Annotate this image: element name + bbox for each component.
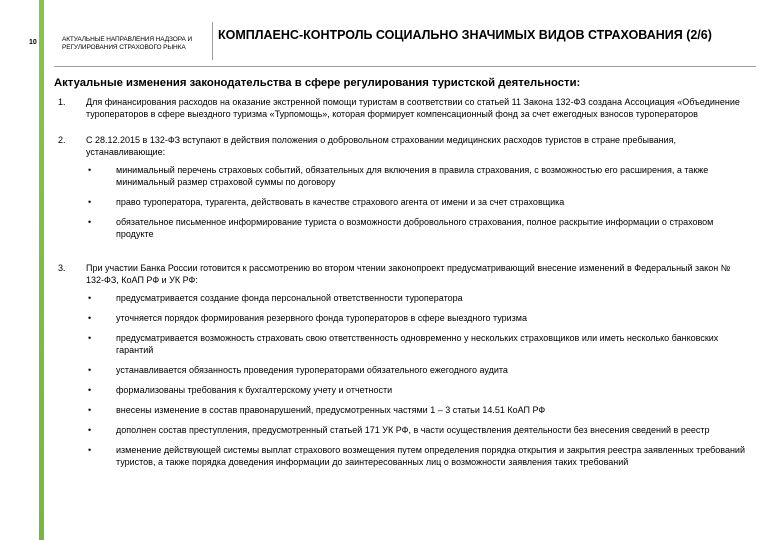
sub-list-item-text: предусматривается создание фонда персональной ответственности туроператора xyxy=(116,293,463,303)
list-item-number: 3. xyxy=(58,263,66,273)
list-item xyxy=(54,262,756,476)
list-item-text: Для финансирования расходов на оказание экстренной помощи туристам в соответствии со статьей 11 Закона 132-ФЗ создана Ассоциация «Объединение туроператоров в сфере выездного туризма «Турпомощь», которая формирует компенсационный фонд за счет ежегодных взносов туроператоров xyxy=(86,97,740,119)
list-item-text: При участии Банка России готовится к рассмотрению во втором чтении законопроект предусматривающий внесение изменений в Федеральный закон № 132-ФЗ, КоАП РФ и УК РФ: xyxy=(86,263,731,285)
header-divider xyxy=(212,22,213,60)
sub-list-item-text: формализованы требования к бухгалтерскому учету и отчетности xyxy=(116,385,393,395)
bullet-icon: • xyxy=(88,445,92,455)
page-title: КОМПЛАЕНС-КОНТРОЛЬ СОЦИАЛЬНО ЗНАЧИМЫХ ВИДОВ СТРАХОВАНИЯ (2/6) xyxy=(218,28,712,42)
sub-list-item xyxy=(86,164,746,188)
bullet-icon: • xyxy=(88,405,92,415)
content-subtitle: Актуальные изменения законодательства в сфере регулирования туристской деятельности: xyxy=(54,77,581,89)
sub-list-item xyxy=(86,292,746,304)
sub-list xyxy=(86,164,746,240)
sub-list-item-text: уточняется порядок формирования резервного фонда туроператоров в сфере выездного туризма xyxy=(116,313,527,323)
sub-list-item-text: предусматривается возможность страховать свою ответственность одновременно у нескольких страховщиков или иметь несколько банковских гарантий xyxy=(116,333,719,355)
list-item-number: 2. xyxy=(58,135,66,145)
main-content xyxy=(54,76,756,476)
sub-list-item-text: право туроператора, турагента, действовать в качестве страхового агента от имени и за счет страховщика xyxy=(116,197,565,207)
sub-list-item-text: изменение действующей системы выплат страхового возмещения путем определения порядка открытия и закрытия реестра заявленных требований туристов, а также порядка доведения информации до заинтересованных лиц о возможности заявления таких требований xyxy=(116,445,745,467)
sub-list-item-text: обязательное письменное информирование туриста о возможности добровольного страхования, полное раскрытие информации о страховом продукте xyxy=(116,217,714,239)
header-rule xyxy=(54,66,756,67)
bullet-icon: • xyxy=(88,365,92,375)
bullet-icon: • xyxy=(88,425,92,435)
bullet-icon: • xyxy=(88,293,92,303)
bullet-icon: • xyxy=(88,385,92,395)
list-item-number: 1. xyxy=(58,97,66,107)
sub-list-item xyxy=(86,444,746,468)
sub-list-item-text: устанавливается обязанность проведения туроператорами обязательного ежегодного аудита xyxy=(116,365,508,375)
sub-list-item xyxy=(86,216,746,240)
sub-list-item xyxy=(86,404,746,416)
accent-bar xyxy=(39,0,44,540)
sub-list-item-text: дополнен состав преступления, предусмотренный статьей 171 УК РФ, в части осуществления деятельности без внесения сведений в реестр xyxy=(116,425,710,435)
bullet-icon: • xyxy=(88,313,92,323)
sub-list-item-text: внесены изменение в состав правонарушений, предусмотренных частями 1 – 3 статьи 14.51 КоАП РФ xyxy=(116,405,546,415)
sub-list-item xyxy=(86,312,746,324)
list-item xyxy=(54,96,756,120)
sub-list-item xyxy=(86,332,746,356)
sub-list-item-text: минимальный перечень страховых событий, обязательных для включения в правила страхования, с возможностью его расширения, а также минимальный размер страховой суммы по договору xyxy=(116,165,709,187)
section-label: АКТУАЛЬНЫЕ НАПРАВЛЕНИЯ НАДЗОРА И РЕГУЛИРОВАНИЯ СТРАХОВОГО РЫНКА xyxy=(62,36,193,51)
bullet-icon: • xyxy=(88,217,92,227)
legislation-list xyxy=(54,96,756,476)
page-number: 10 xyxy=(29,39,37,46)
bullet-icon: • xyxy=(88,197,92,207)
bullet-icon: • xyxy=(88,165,92,175)
list-item xyxy=(54,134,756,248)
sub-list-item xyxy=(86,384,746,396)
bullet-icon: • xyxy=(88,333,92,343)
sub-list-item xyxy=(86,196,746,208)
sub-list-item xyxy=(86,364,746,376)
sub-list-item xyxy=(86,424,746,436)
list-item-text: С 28.12.2015 в 132-ФЗ вступают в действия положения о добровольном страховании медицинских расходов туристов в стране пребывания, устанавливающие: xyxy=(86,135,677,157)
sub-list xyxy=(86,292,746,468)
